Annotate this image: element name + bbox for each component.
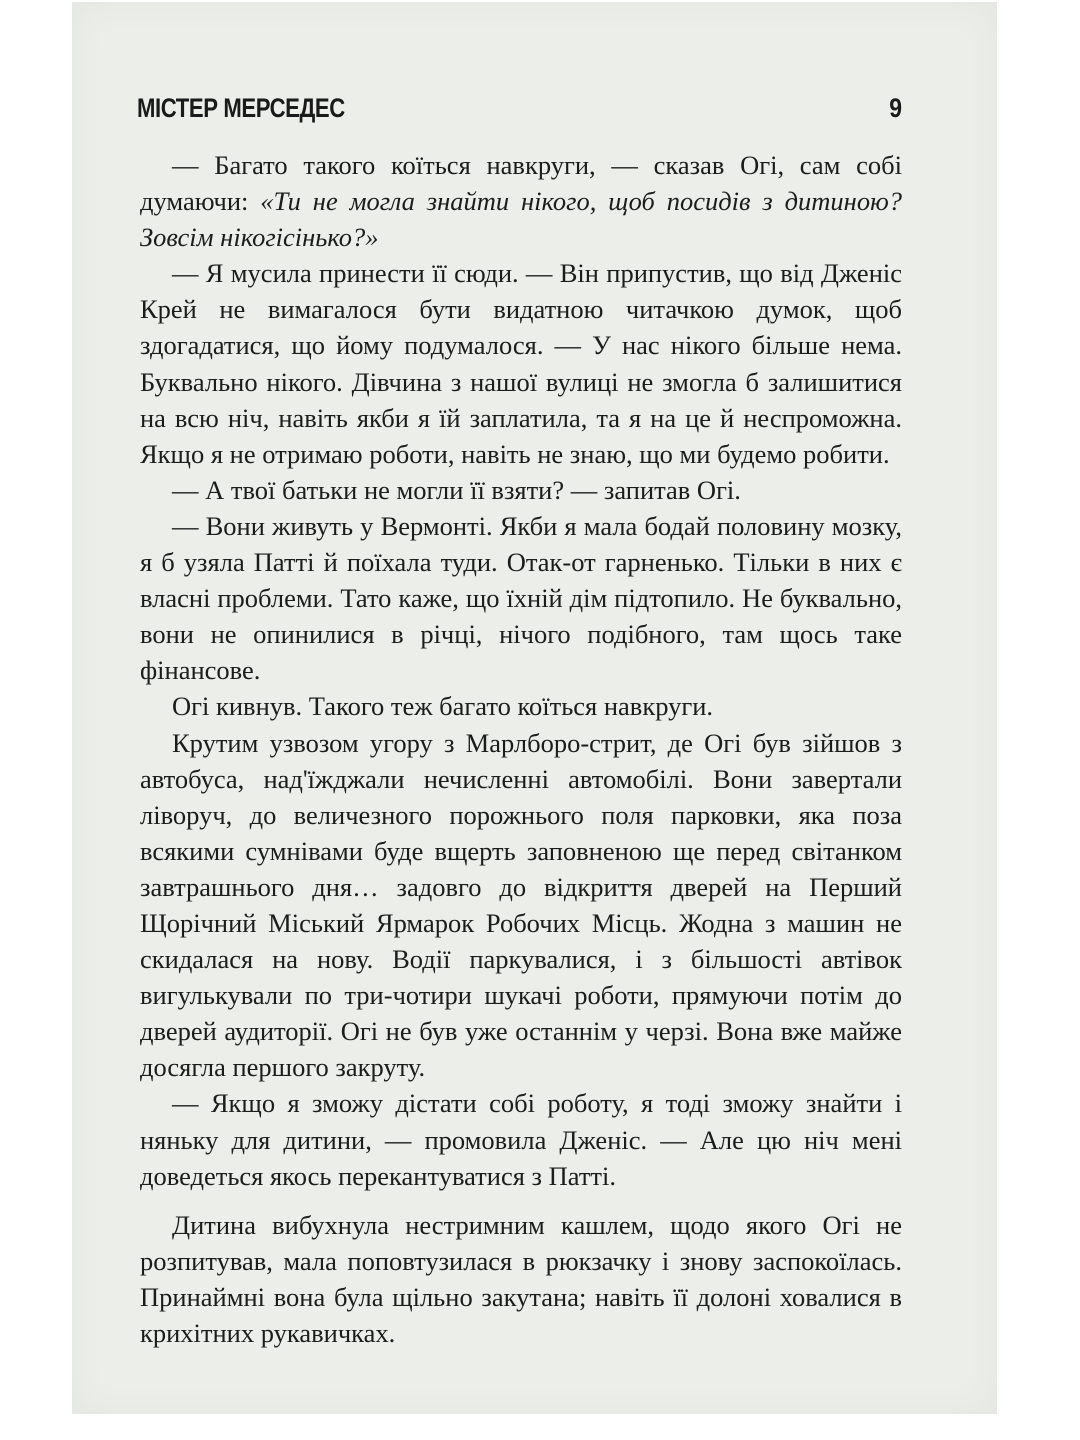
page-number: 9 — [889, 92, 902, 123]
paragraph-2: — Я мусила принести її сюди. — Він припустив, що від Дженіс Крей не вимагалося бути видатною читачкою думок, щоб здогадатися, що йому подумалося. — У нас нікого більше нема. Буквально нікого. Дівчина з нашої вулиці не змогла б залишитися на всю ніч, навіть якби я їй заплатила, та я на це й неспроможна. Якщо я не отримаю роботи, навіть не знаю, що ми будемо робити. — [140, 258, 902, 469]
paragraph-3: — А твої батьки не могли її взяти? — запитав Огі. — [172, 474, 741, 505]
paragraph-7: — Якщо я зможу дістати собі роботу, я тоді зможу знайти і няньку для дитини, — промовила Дженіс. — Але цю ніч мені доведеться якось перекантуватися з Патті. — [140, 1088, 902, 1191]
running-head — [137, 88, 902, 128]
paragraph-4: — Вони живуть у Вермонті. Якби я мала бодай половину мозку, я б узяла Патті й поїхала туди. Отак-от гарненько. Тільки в них є власні проблеми. Тато каже, що їхній дім підтопило. Не буквально, вони не опинилися в річці, нічого подібного, там щось таке фінансове. — [140, 510, 902, 686]
paragraph-8: Дитина вибухнула нестримним кашлем, щодо якого Огі не розпитував, мала поповтузилася в рюкзачку і знову заспокоїлась. Принаймні вона була щільно закутана; навіть її долоні ховалися в крихітних рукавичках. — [140, 1209, 902, 1348]
book-title: МІСТЕР МЕРСЕДЕС — [137, 92, 345, 123]
paragraph-5: Огі кивнув. Такого теж багато коїться навкруги. — [172, 691, 714, 722]
paragraph-1 — [140, 147, 902, 255]
body-text — [140, 147, 902, 1351]
paragraph-6: Крутим узвозом угору з Марлборо-стрит, де Огі був зійшов з автобуса, над'їжджали нечисленні автомобілі. Вони завертали ліворуч, до величезного порожнього поля парковки, яка поза всякими сумнівами буде вщерть заповненою ще перед світанком завтрашнього дня… задовго до відкриття дверей на Перший Щорічний Міський Ярмарок Робочих Місць. Жодна з машин не скидалася на нову. Водії паркувалися, і з більшості автівок вигулькували по три-чотири шукачі роботи, прямуючи потім до дверей аудиторії. Огі не був уже останнім у черзі. Вона вже майже досягла першого закруту. — [140, 727, 902, 1083]
dialogue-text: — Багато такого коїться навкруги, — сказав Огі, сам собі думаючи: — [140, 150, 902, 217]
italic-thought: «Ти не могла знайти нікого, щоб посидів з дитиною? Зовсім нікогісінько?» — [140, 186, 902, 253]
book-page — [72, 2, 997, 1414]
